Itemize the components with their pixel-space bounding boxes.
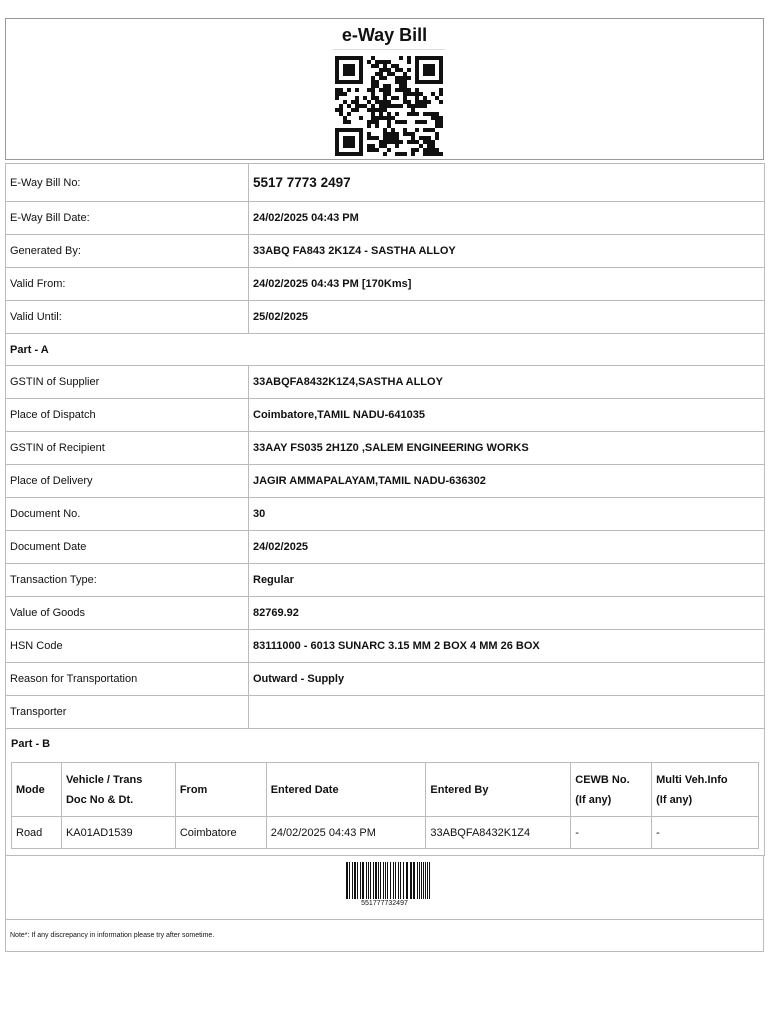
field-value: JAGIR AMMAPALAYAM,TAMIL NADU-636302	[249, 465, 765, 498]
column-header	[61, 763, 175, 817]
info-row	[6, 399, 765, 432]
info-row	[6, 663, 765, 696]
field-value: 33ABQFA8432K1Z4,SASTHA ALLOY	[249, 366, 765, 399]
note-text: Note*: If any discrepancy in information please try after sometime.	[10, 932, 215, 939]
field-label: Value of Goods	[6, 597, 249, 630]
info-row	[6, 235, 765, 268]
info-row	[6, 268, 765, 301]
field-value: 5517 7773 2497	[249, 164, 765, 202]
column-header	[12, 763, 62, 817]
field-value: 25/02/2025	[249, 301, 765, 334]
field-label: Valid From:	[6, 268, 249, 301]
field-label: Transaction Type:	[6, 564, 249, 597]
column-header-line2: (If any)	[656, 793, 693, 806]
field-value: 82769.92	[249, 597, 765, 630]
table-cell: -	[571, 817, 652, 849]
table-cell: -	[652, 817, 759, 849]
column-header	[571, 763, 652, 817]
info-row	[6, 301, 765, 334]
barcode-number: 551777732497	[361, 900, 408, 907]
field-label: Document Date	[6, 531, 249, 564]
info-row	[6, 597, 765, 630]
field-value: 30	[249, 498, 765, 531]
column-header	[426, 763, 571, 817]
field-value: 24/02/2025	[249, 531, 765, 564]
field-label: Valid Until:	[6, 301, 249, 334]
info-row	[6, 366, 765, 399]
column-header-line1: CEWB No.	[575, 773, 630, 786]
info-row	[6, 696, 765, 729]
field-label: Document No.	[6, 498, 249, 531]
vehicle-details-table	[11, 762, 759, 849]
header-section	[5, 18, 764, 160]
field-value: Outward - Supply	[249, 663, 765, 696]
field-value: 24/02/2025 04:43 PM	[249, 202, 765, 235]
column-header-line2: (If any)	[575, 793, 612, 806]
info-row	[6, 564, 765, 597]
info-row	[6, 465, 765, 498]
field-label: GSTIN of Recipient	[6, 432, 249, 465]
column-header-line1: Entered By	[430, 783, 489, 796]
table-header-row	[12, 763, 759, 817]
field-label: GSTIN of Supplier	[6, 366, 249, 399]
field-value: 83111000 - 6013 SUNARC 3.15 MM 2 BOX 4 MM 26 BOX	[249, 630, 765, 663]
info-row	[6, 630, 765, 663]
field-value: Regular	[249, 564, 765, 597]
column-header	[652, 763, 759, 817]
field-label: Reason for Transportation	[6, 663, 249, 696]
barcode-section	[5, 856, 764, 920]
field-value: 33ABQ FA843 2K1Z4 - SASTHA ALLOY	[249, 235, 765, 268]
info-row	[6, 432, 765, 465]
field-label: E-Way Bill No:	[6, 164, 249, 202]
field-label: HSN Code	[6, 630, 249, 663]
column-header	[175, 763, 266, 817]
table-row	[12, 817, 759, 849]
section-cell	[6, 729, 765, 856]
section-row	[6, 334, 765, 366]
field-label: E-Way Bill Date:	[6, 202, 249, 235]
section-title: Part - B	[11, 738, 51, 750]
eway-bill-page	[5, 18, 764, 952]
field-value: 33AAY FS035 2H1Z0 ,SALEM ENGINEERING WORKS	[249, 432, 765, 465]
column-header	[266, 763, 426, 817]
info-row	[6, 498, 765, 531]
field-label: Transporter	[6, 696, 249, 729]
info-row	[6, 164, 765, 202]
section-cell: Part - A	[6, 334, 765, 366]
table-cell: KA01AD1539	[61, 817, 175, 849]
table-cell: Coimbatore	[175, 817, 266, 849]
field-value	[249, 696, 765, 729]
barcode-icon	[346, 862, 430, 899]
info-row	[6, 531, 765, 564]
info-row	[6, 202, 765, 235]
column-header-line1: Mode	[16, 783, 45, 796]
table-cell: 24/02/2025 04:43 PM	[266, 817, 426, 849]
field-label: Place of Dispatch	[6, 399, 249, 432]
column-header-line1: From	[179, 783, 208, 796]
column-header-line1: Multi Veh.Info	[656, 773, 728, 786]
column-header-line1: Entered Date	[270, 783, 339, 796]
column-header-line1: Vehicle / Trans	[65, 773, 143, 786]
page-title: e-Way Bill	[341, 25, 428, 45]
table-cell: Road	[12, 817, 62, 849]
table-cell: 33ABQFA8432K1Z4	[426, 817, 571, 849]
field-value: 24/02/2025 04:43 PM [170Kms]	[249, 268, 765, 301]
field-label: Place of Delivery	[6, 465, 249, 498]
qr-code-icon	[335, 56, 443, 156]
note-section	[5, 920, 764, 952]
title-underline	[333, 49, 445, 50]
field-label: Generated By:	[6, 235, 249, 268]
eway-bill-details-table	[5, 163, 765, 856]
field-value: Coimbatore,TAMIL NADU-641035	[249, 399, 765, 432]
section-row	[6, 729, 765, 856]
column-header-line2: Doc No & Dt.	[65, 793, 134, 806]
